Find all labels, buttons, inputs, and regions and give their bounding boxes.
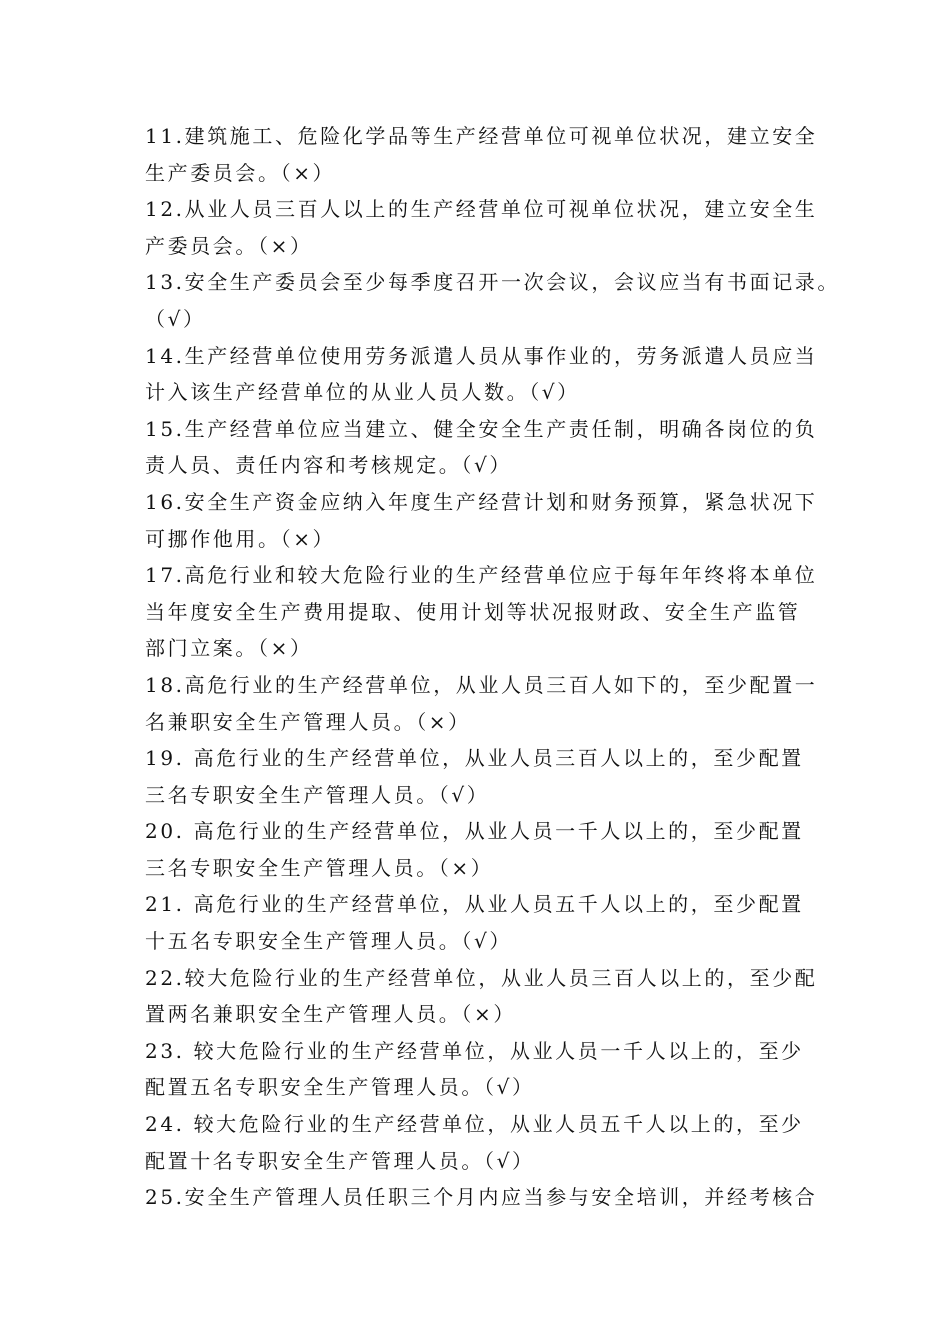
- question-line: 14.生产经营单位使用劳务派遣人员从事作业的，劳务派遣人员应当: [145, 343, 818, 368]
- question-item: [145, 557, 818, 667]
- question-line: 18.高危行业的生产经营单位，从业人员三百人如下的，至少配置一: [145, 672, 818, 697]
- question-line: 24. 较大危险行业的生产经营单位，从业人员五千人以上的，至少: [145, 1112, 804, 1137]
- question-line: 当年度安全生产费用提取、使用计划等状况报财政、安全生产监管: [145, 599, 801, 624]
- question-line: 21. 高危行业的生产经营单位，从业人员五千人以上的，至少配置: [145, 892, 804, 917]
- question-item: [145, 960, 818, 1033]
- question-line: 15.生产经营单位应当建立、健全安全生产责任制，明确各岗位的负: [145, 416, 818, 441]
- question-list: [145, 118, 841, 1216]
- question-item: [145, 264, 841, 337]
- question-line: 12.从业人员三百人以上的生产经营单位可视单位状况，建立安全生: [145, 197, 818, 222]
- question-item: [145, 886, 815, 959]
- question-line: 部门立案。（×）: [145, 636, 313, 661]
- question-item: [145, 338, 818, 411]
- question-item: [145, 813, 815, 886]
- question-line: 13.安全生产委员会至少每季度召开一次会议，会议应当有书面记录。: [145, 270, 841, 295]
- question-line: 三名专职安全生产管理人员。（×）: [145, 855, 494, 880]
- question-line: 置两名兼职安全生产管理人员。（×）: [145, 1002, 516, 1027]
- question-line: 23. 较大危险行业的生产经营单位，从业人员一千人以上的，至少: [145, 1038, 804, 1063]
- question-item: [145, 1033, 815, 1106]
- question-line: 配置五名专职安全生产管理人员。（√）: [145, 1075, 535, 1100]
- question-line: 配置十名专职安全生产管理人员。（√）: [145, 1148, 535, 1173]
- question-line: 25.安全生产管理人员任职三个月内应当参与安全培训，并经考核合: [145, 1185, 818, 1210]
- question-item: [145, 740, 815, 813]
- question-line: 17.高危行业和较大危险行业的生产经营单位应于每年年终将本单位: [145, 563, 818, 588]
- question-line: 22.较大危险行业的生产经营单位，从业人员三百人以上的，至少配: [145, 965, 818, 990]
- question-line: 计入该生产经营单位的从业人员人数。（√）: [145, 380, 580, 405]
- question-line: 名兼职安全生产管理人员。（×）: [145, 709, 471, 734]
- question-line: 19. 高危行业的生产经营单位，从业人员三百人以上的，至少配置: [145, 746, 804, 771]
- question-line: 生产委员会。（×）: [145, 160, 336, 185]
- question-item: [145, 1106, 815, 1179]
- question-line: 11.建筑施工、危险化学品等生产经营单位可视单位状况，建立安全: [145, 124, 818, 148]
- question-line: 十五名专职安全生产管理人员。（√）: [145, 929, 512, 954]
- question-line: （√）: [145, 306, 206, 331]
- question-item: [145, 484, 818, 557]
- question-line: 20. 高危行业的生产经营单位，从业人员一千人以上的，至少配置: [145, 819, 804, 844]
- question-item: [145, 667, 818, 740]
- question-item: [145, 118, 818, 191]
- question-line: 16.安全生产资金应纳入年度生产经营计划和财务预算，紧急状况下: [145, 489, 818, 514]
- question-line: 产委员会。（×）: [145, 233, 313, 258]
- question-item: [145, 191, 818, 264]
- question-item: [145, 1179, 818, 1216]
- question-item: [145, 411, 818, 484]
- question-line: 责人员、责任内容和考核规定。（√）: [145, 453, 512, 478]
- question-line: 可挪作他用。（×）: [145, 526, 336, 551]
- question-line: 三名专职安全生产管理人员。（√）: [145, 782, 490, 807]
